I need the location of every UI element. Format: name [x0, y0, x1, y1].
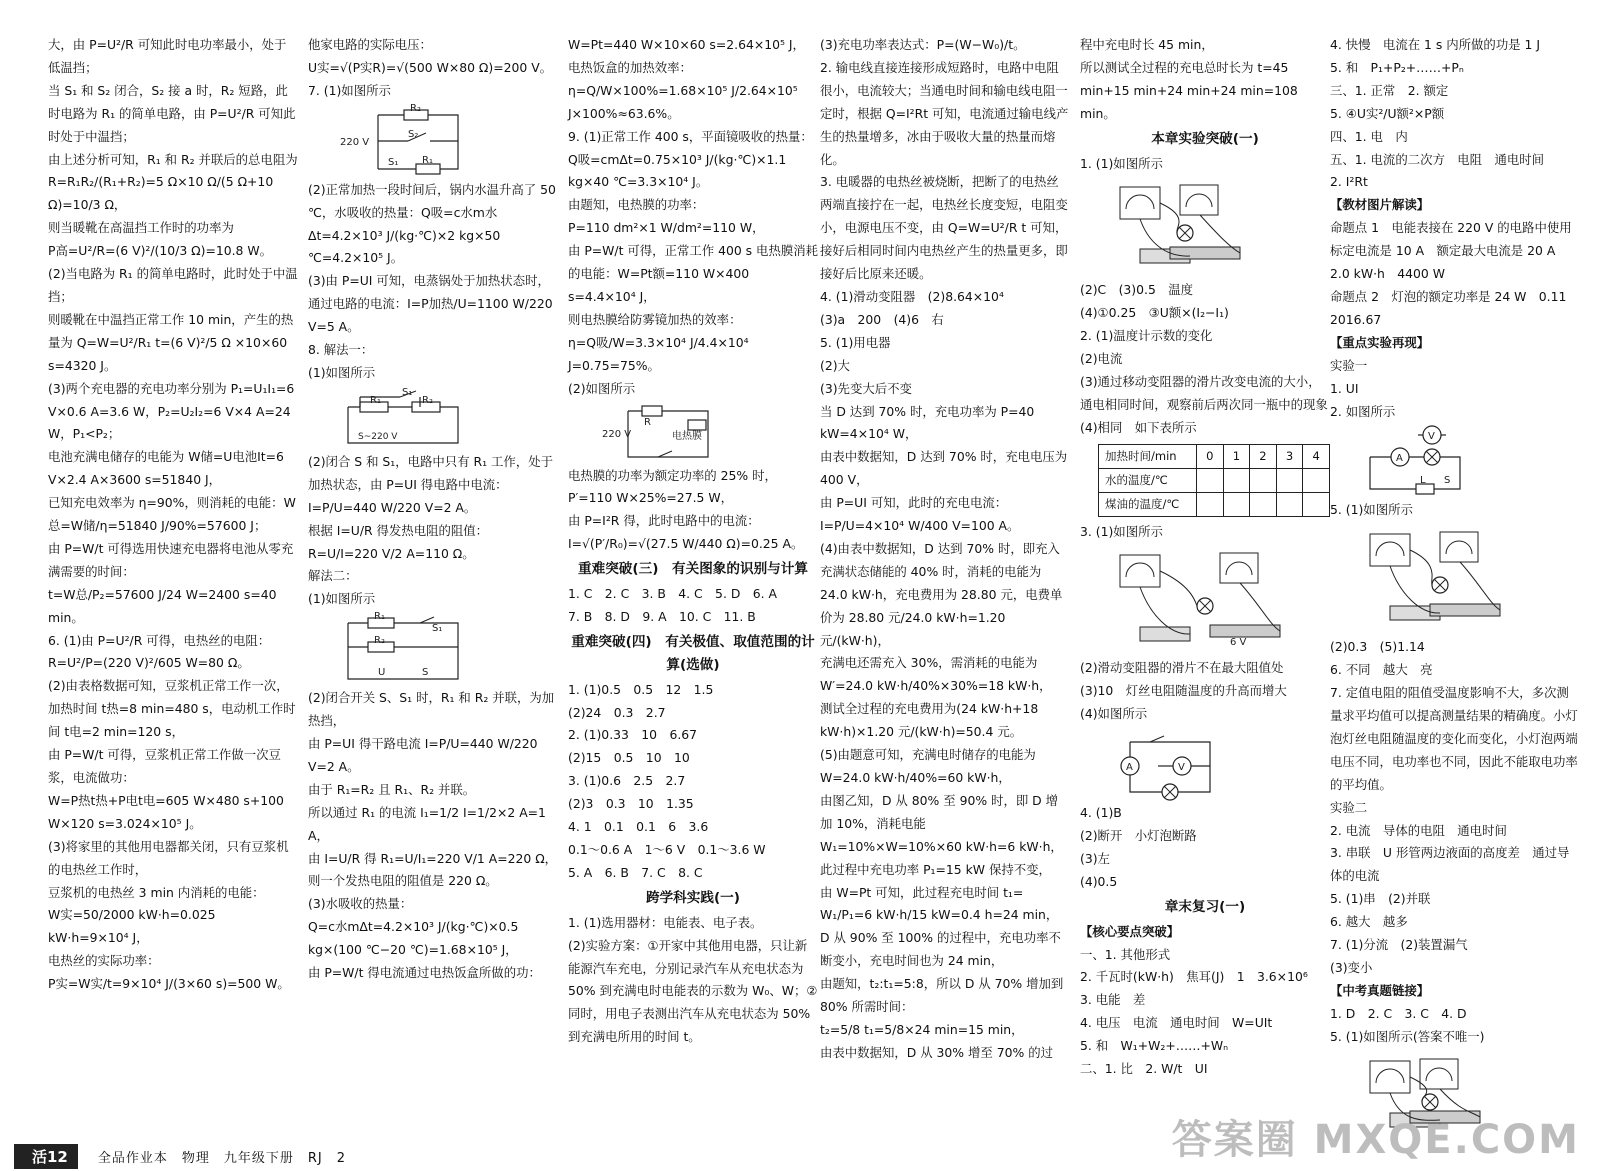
answer-line: W₁/P₁=6 kW·h/15 kW=0.4 h=24 min，	[820, 907, 1059, 923]
answer-line: P′=110 W×25%=27.5 W，	[568, 490, 733, 506]
answer-line: (3)将家里的其他用电器都关闭，只有豆浆机的电热丝工作时，	[48, 838, 289, 877]
svg-text:V: V	[1178, 762, 1185, 774]
answer-line: 则电热膜给防雾镜加热的效率：	[568, 311, 742, 327]
answer-line: 则当暖靴在高温挡工作时的功率为	[48, 220, 234, 236]
answer-line: 豆浆机的电热丝 3 min 内消耗的电能：	[48, 884, 265, 900]
answer-line: 则一个发热电阻的阻值是 220 Ω。	[308, 873, 498, 889]
section-heading: 重难突破(四) 有关极值、取值范围的计算(选做)	[571, 633, 815, 673]
answer-line: (2)当电路为 R₁ 的简单电路时，此时处于中温挡；	[48, 266, 298, 304]
answer-line: 2. (1)0.33 10 6.67	[568, 727, 698, 743]
answer-line: 由题知，t₂:t₁=5:8，所以 D 从 70% 增加到 80% 所需时间：	[820, 976, 1068, 1015]
table-header-cell: 4	[1303, 444, 1330, 468]
answer-line: t=W总/P₂=57600 J/24 W=2400 s=40 min。	[48, 586, 281, 625]
answer-line: 5. 和 P₁+P₂+……+Pₙ	[1330, 59, 1464, 75]
answer-line: 实验二	[1330, 799, 1368, 815]
answer-line: 由 P=UI 得干路电流 I=P/U=440 W/220 V=2 A。	[308, 736, 542, 774]
book-title: 全品作业本 物理 九年级下册 RJ 2	[97, 1150, 347, 1166]
svg-text:R₂: R₂	[374, 635, 385, 647]
answer-line: 3. 电能 差	[1080, 992, 1146, 1008]
answer-line: (2)由表格数据可知，豆浆机正常工作一次，加热时间 t热=8 min=480 s，电动机工作时间 t电=2 min=120 s，	[48, 678, 296, 740]
svg-text:R₁: R₁	[374, 611, 385, 623]
answer-line: 大，由 P=U²/R 可知此时电功率最小，处于低温挡；	[48, 37, 287, 75]
answer-line: (2)如图所示	[568, 380, 636, 396]
answer-line: 2. 如图所示	[1330, 403, 1396, 419]
answer-line: (2)实验方案：①开家中其他用电器，只让新能源汽车充电，分别记录汽车从充电状态为 50% 到充满电时电能表的示数为 W₀、W；②同时，用电子表测出汽车从充电状态为 50% 到充满电所用的时间 t。	[568, 937, 818, 1045]
answer-line: 由 W=Pt 可知，此过程充电时间 t₁=	[820, 884, 1024, 900]
section-heading: 本章实验突破(一)	[1151, 130, 1259, 147]
circuit-diagram-series	[338, 387, 468, 449]
answer-line: (2)闭合 S 和 S₁，电路中只有 R₁ 工作，处于加热状态，由 P=UI 得电路中电流：I=P/U=440 W/220 V=2 A。	[308, 453, 553, 515]
table-cell	[1196, 468, 1223, 492]
table-header-cell: 3	[1276, 444, 1303, 468]
svg-text:S: S	[1444, 475, 1451, 487]
answer-line: (2)15 0.5 10 10	[568, 750, 690, 766]
answer-line: 2. 输电线直接连接形成短路时，电路中电阻很小，电流较大；当通电时间和输电线电阻一定时，根据 Q=I²Rt 可知，电流通过输电线产生的热量增多，冰由于吸收大量的热量而熔化。	[820, 59, 1069, 167]
answer-line: 7. B 8. D 9. A 10. C 11. B	[568, 608, 756, 624]
answer-line: 电热膜的功率为额定功率的 25% 时，	[568, 467, 777, 483]
answer-line: 三、1. 正常 2. 额定	[1330, 82, 1449, 98]
answer-line: 1. (1)0.5 0.5 12 1.5	[568, 681, 714, 697]
answer-line: 5. (1)如图所示	[1330, 502, 1413, 518]
answer-line: 5. ④U实²/U额²×P额	[1330, 105, 1445, 121]
answer-line: η=Q/W×100%=1.68×10⁵ J/2.64×10⁵ J×100%≈63.6%。	[568, 82, 802, 121]
answer-line: 电热饭盒的加热效率：	[568, 59, 692, 75]
answer-line: 7. (1)分流 (2)装置漏气	[1330, 937, 1468, 953]
answer-line: 0.1～0.6 A 1～6 V 0.1～3.6 W	[568, 842, 766, 857]
table-cell	[1276, 468, 1303, 492]
answer-line: 4. (1)B	[1080, 805, 1122, 821]
table-cell	[1223, 492, 1250, 516]
answer-line: 1. (1)选用器材：电能表、电子表。	[568, 914, 763, 930]
answer-line: 二、1. 比 2. W/t UI	[1080, 1061, 1208, 1077]
answer-line: 3. 串联 U 形管两边液面的高度差 通过导体的电流	[1330, 845, 1570, 884]
answer-line: 由图乙知，D 从 80% 至 90% 时，即 D 增加 10%，消耗电能 W₁=10%×W=10%×60 kW·h=6 kW·h，此过程中充电功率 P₁=15 kW 保持不变，	[820, 792, 1063, 877]
answer-line: 测试全过程的充电费用为(24 kW·h+18 kW·h)×1.20 元/(kW·h)=50.4 元。	[820, 701, 1043, 740]
answer-line: 2. 电流 导体的电阻 通电时间	[1330, 822, 1507, 838]
answer-line: 由上述分析可知，R₁ 和 R₂ 并联后的总电阻为 R=R₁R₂/(R₁+R₂)=5 Ω×10 Ω/(5 Ω+10 Ω)=10/3 Ω，	[48, 151, 302, 213]
answer-line: 电热丝的实际功率：	[48, 953, 160, 969]
answer-line: 8. 解法一：	[308, 342, 374, 358]
answer-line: 7. 定值电阻的阻值受温度影响不大，多次测量求平均值可以提高测量结果的精确度。小灯泡灯丝电阻随温度的变化而变化，小灯泡两端电压不同，电功率也不同，因此不能取电功率的平均值。	[1330, 685, 1578, 792]
answer-line: P高=U²/R=(6 V)²/(10/3 Ω)=10.8 W。	[48, 243, 273, 259]
answer-line: 解法二：	[308, 568, 358, 584]
column-5	[1080, 34, 1330, 1129]
answer-line: R=U/I=220 V/2 A=110 Ω。	[308, 545, 475, 561]
answer-line: (1)如图所示	[308, 364, 376, 380]
experiment-apparatus-diagram	[1110, 177, 1260, 277]
svg-text:电热膜: 电热膜	[672, 430, 702, 442]
answer-line: I=P/U=4×10⁴ W/400 V=100 A。	[820, 518, 1020, 534]
answer-line: W=24.0 kW·h/40%=60 kW·h，	[820, 770, 1011, 785]
answer-line: Q=c水mΔt=4.2×10³ J/(kg·℃)×0.5 kg×(100 ℃−20 ℃)=1.68×10⁵ J，	[308, 919, 523, 958]
answer-line: 一、1. 其他形式	[1080, 946, 1171, 962]
answer-line: U实=√(P实R)=√(500 W×80 Ω)=200 V。	[308, 59, 553, 75]
svg-text:A: A	[1126, 762, 1133, 774]
answer-line: (4)①0.25 ③U额×(I₂−I₁)	[1080, 305, 1229, 321]
answer-line: 5. 和 W₁+W₂+……+Wₙ	[1080, 1038, 1229, 1054]
answer-line: 9. (1)正常工作 400 s，平面镜吸收的热量：	[568, 128, 813, 144]
answer-line: t₂=5/8 t₁=5/8×24 min=15 min，	[820, 1021, 1024, 1037]
answer-line: (2)电流	[1080, 351, 1123, 367]
answer-line: Q吸=cmΔt=0.75×10³ J/(kg·℃)×1.1 kg×40 ℃=3.3×10⁴ J。	[568, 151, 791, 190]
answer-line: W=P热t热+P电t电=605 W×480 s+100 W×120 s=3.024×10⁵ J。	[48, 792, 288, 831]
svg-text:S₁: S₁	[402, 386, 413, 398]
answer-line: 则暖靴在中温挡正常工作 10 min，产生的热量为 Q=W=U²/R₁ t=(6 V)²/5 Ω ×10×60 s=4320 J。	[48, 311, 294, 373]
answer-line: D 从 90% 至 100% 的过程中，充电功率不断变小，充电时间也为 24 min，	[820, 930, 1061, 969]
answer-line: (2)断开 小灯泡断路	[1080, 828, 1197, 844]
answer-line: (3)10 灯丝电阻随温度的升高而增大	[1080, 683, 1287, 699]
answer-line: (3)通过移动变阻器的滑片改变电流的大小，通电相同时间，观察前后两次同一瓶中的现象	[1080, 374, 1328, 412]
answer-line: 他家电路的实际电压：	[308, 37, 432, 52]
answer-line: 充满电还需充入 30%，需消耗的电能为	[820, 655, 1038, 671]
answer-line: 5. (1)用电器	[820, 334, 891, 350]
answer-line: P实=W实/t=9×10⁴ J/(3×60 s)=500 W。	[48, 976, 290, 992]
answer-line: W=Pt=440 W×10×60 s=2.64×10⁵ J，	[568, 37, 805, 52]
answer-line: 1. UI	[1330, 380, 1359, 396]
answer-line: (4)由表中数据知，D 达到 70% 时，即充入充满状态储能的 40% 时，消耗的电能为 24.0 kW·h，充电费用为 28.80 元，电费单价为 28.80 元/24.0 kW·h=1.20 元/(kW·h)，	[820, 540, 1063, 648]
answer-line: W′=24.0 kW·h/40%×30%=18 kW·h，	[820, 678, 1052, 694]
table-header-cell: 1	[1223, 444, 1250, 468]
answer-line: (4)如图所示	[1080, 706, 1148, 722]
answer-line: 1. D 2. C 3. C 4. D	[1330, 1005, 1467, 1021]
answer-line: 实验一	[1330, 357, 1368, 373]
answer-line: 3. (1)如图所示	[1080, 523, 1163, 539]
answer-line: (3)变小	[1330, 960, 1373, 975]
answer-line: 2. (1)温度计示数的变化	[1080, 328, 1213, 344]
subsection-heading: 【教材图片解读】	[1330, 197, 1430, 213]
answer-line: 1. (1)如图所示	[1080, 155, 1163, 171]
table-header-cell: 2	[1250, 444, 1277, 468]
table-cell	[1276, 492, 1303, 516]
column-6	[1330, 34, 1585, 1129]
answer-line: 4. 快慢 电流在 1 s 内所做的功是 1 J	[1330, 37, 1541, 52]
circuit-diagram-220v	[338, 102, 468, 177]
table-header-row	[1099, 444, 1330, 468]
table-cell	[1223, 468, 1250, 492]
answer-line: 3. (1)0.6 2.5 2.7	[568, 773, 686, 789]
answer-line: 5. (1)串 (2)并联	[1330, 891, 1431, 907]
answer-line: (2)正常加热一段时间后，锅内水温升高了 50 ℃，水吸收的热量：Q吸=c水m水Δt=4.2×10³ J/(kg·℃)×2 kg×50 ℃=4.2×10⁵ J。	[308, 181, 560, 266]
svg-text:R₂: R₂	[422, 394, 433, 406]
table-header-cell: 加热时间/min	[1099, 444, 1197, 468]
answer-line: (3)由 P=UI 可知，电蒸锅处于加热状态时，通过电路的电流：I=P加热/U=1100 W/220 V=5 A。	[308, 273, 557, 335]
table-cell	[1250, 492, 1277, 516]
svg-text:S: S	[422, 667, 429, 679]
svg-text:S~220 V: S~220 V	[358, 431, 398, 442]
answer-line: (2)闭合开关 S、S₁ 时，R₁ 和 R₂ 并联，为加热挡，	[308, 690, 555, 729]
column-4	[820, 34, 1070, 1129]
answer-line: I=√(P′/R₀)=√(27.5 W/440 Ω)=0.25 A。	[568, 536, 804, 552]
answer-line: 1. C 2. C 3. B 4. C 5. D 6. A	[568, 586, 777, 602]
table-cell	[1250, 468, 1277, 492]
answer-line: W实=50/2000 kW·h=0.025 kW·h=9×10⁴ J，	[48, 907, 220, 946]
column-3	[568, 34, 818, 1129]
svg-text:6 V: 6 V	[1230, 637, 1247, 649]
answer-line: 当 D 达到 70% 时，充电功率为 P=40 kW=4×10⁴ W，	[820, 403, 1039, 442]
answer-line: η=Q吸/W=3.3×10⁴ J/4.4×10⁴ J=0.75=75%。	[568, 334, 753, 373]
answer-line: 7. (1)如图所示	[308, 82, 391, 98]
svg-text:S₂: S₂	[408, 128, 419, 140]
answer-line: 当 S₁ 和 S₂ 闭合，S₂ 接 a 时，R₂ 短路，此时电路为 R₁ 的简单电路，由 P=U²/R 可知此时处于中温挡；	[48, 82, 296, 144]
answer-line: (3)a 200 (4)6 右	[820, 311, 944, 327]
answer-line: (2)滑动变阻器的滑片不在最大阻值处	[1080, 660, 1284, 676]
answer-line: 6. (1)由 P=U²/R 可得，电热丝的电阻：	[48, 632, 271, 648]
svg-text:L: L	[1420, 475, 1426, 487]
svg-text:220 V: 220 V	[602, 428, 632, 440]
circuit-diagram-parallel	[338, 613, 468, 685]
svg-text:220 V: 220 V	[340, 136, 370, 148]
answer-line: 5. A 6. B 7. C 8. C	[568, 864, 703, 880]
answer-line: 电池充满电储存的电能为 W储=U电池It=6 V×2.4 A×3600 s=51840 J，	[48, 449, 288, 488]
subsection-heading: 【核心要点突破】	[1080, 923, 1180, 939]
answer-line: 3. 电暖器的电热丝被烧断，把断了的电热丝两端直接拧在一起，电热丝长度变短，电阻变小，电源电压不变，由 Q=W=U²/R t 可知，接好后相同时间内电热丝产生的热量更多，即接好后比原来还暖。	[820, 174, 1068, 282]
table-row-label: 煤油的温度/℃	[1099, 492, 1197, 516]
circuit-diagram-ammeter-voltmeter	[1110, 728, 1220, 800]
answer-line: 5. (1)如图所示(答案不唯一)	[1330, 1028, 1485, 1044]
column-2	[308, 34, 558, 1129]
answer-line: 2. I²Rt	[1330, 174, 1368, 190]
answer-line: 由于 R₁=R₂ 且 R₁、R₂ 并联。	[308, 781, 476, 797]
answer-line: 由表中数据知，D 从 30% 增至 70% 的过	[820, 1044, 1054, 1060]
answer-line: 由 P=W/t 得电流通过电热饭盒所做的功：	[308, 965, 541, 981]
answer-line: (4)相同 如下表所示	[1080, 419, 1197, 435]
table-row	[1099, 492, 1330, 516]
section-heading: 章末复习(一)	[1164, 898, 1246, 915]
answer-line: (3)两个充电器的充电功率分别为 P₁=U₁I₁=6 V×0.6 A=3.6 W，P₂=U₂I₂=6 V×4 A=24 W，P₁<P₂；	[48, 380, 299, 442]
answer-line: 由表中数据知，D 达到 70% 时，充电电压为 400 V，	[820, 449, 1072, 488]
answer-line: 根据 I=U/R 得发热电阻的阻值：	[308, 522, 489, 538]
answer-line: (4)0.5	[1080, 873, 1118, 889]
circuit-diagram-ammeter-voltmeter	[1360, 425, 1470, 497]
answer-line: 4. 电压 电流 通电时间 W=UIt	[1080, 1015, 1273, 1031]
answer-line: 由 I=U/R 得 R₁=U/I₁=220 V/1 A=220 Ω，	[308, 850, 558, 866]
subsection-heading: 【中考真题链接】	[1330, 982, 1430, 998]
svg-text:S₁: S₁	[432, 623, 443, 635]
svg-text:R₂: R₂	[410, 102, 421, 114]
svg-text:R: R	[644, 416, 651, 428]
answer-line: 五、1. 电流的二次方 电阻 通电时间	[1330, 151, 1545, 167]
table-header-cell: 0	[1196, 444, 1223, 468]
table-cell	[1303, 468, 1330, 492]
answer-line: 由 P=W/t 可得，正常工作 400 s 电热膜消耗的电能：W=Pt额=110 W×400 s=4.4×10⁴ J，	[568, 243, 819, 304]
svg-text:R₁: R₁	[422, 154, 433, 166]
svg-text:V: V	[1428, 431, 1435, 443]
svg-text:S₁: S₁	[388, 156, 399, 168]
section-heading: 重难突破(三) 有关图象的识别与计算	[578, 561, 808, 578]
circuit-diagram-heater-film	[598, 403, 728, 463]
answer-line: 由题知，电热膜的功率：	[568, 197, 705, 213]
answer-line: 由 P=W/t 可得，豆浆机正常工作做一次豆浆，电流做功：	[48, 747, 281, 785]
answer-line: 四、1. 电 内	[1330, 128, 1408, 144]
answer-line: (2)C (3)0.5 温度	[1080, 282, 1194, 298]
answer-line: (5)由题意可知，充满电时储存的电能为	[820, 747, 1036, 763]
experiment-apparatus-diagram	[1360, 524, 1520, 634]
page-number: 活12	[14, 1144, 78, 1169]
answer-line: (1)如图所示	[308, 591, 376, 607]
answer-line: (2)大	[820, 357, 850, 373]
subsection-heading: 【重点实验再现】	[1330, 334, 1430, 350]
answer-line: 6. 越大 越多	[1330, 914, 1408, 930]
answer-line: (3)左	[1080, 850, 1110, 866]
answer-line: R=U²/P=(220 V)²/605 W=80 Ω。	[48, 655, 250, 671]
answer-line: 所以通过 R₁ 的电流 I₁=1/2 I=1/2×2 A=1 A，	[308, 804, 550, 843]
svg-text:U: U	[378, 667, 386, 679]
answer-line: (3)水吸收的热量：	[308, 896, 413, 912]
table-row	[1099, 468, 1330, 492]
answer-line: 命题点 2 灯泡的额定功率是 24 W 0.11 2016.67	[1330, 288, 1579, 327]
answer-line: P=110 dm²×1 W/dm²=110 W，	[568, 220, 765, 236]
answer-line: 由 P=W/t 可得选用快速充电器将电池从零充满需要的时间：	[48, 540, 294, 579]
answer-line: 2. 千瓦时(kW·h) 焦耳(J) 1 3.6×10⁶	[1080, 969, 1308, 985]
answer-line: 4. (1)滑动变阻器 (2)8.64×10⁴	[820, 288, 1004, 304]
table-cell	[1303, 492, 1330, 516]
answer-line: 由 P=UI 可知，此时的充电电流：	[820, 495, 1008, 511]
answer-line: 6. 不同 越大 亮	[1330, 662, 1433, 678]
answer-line: (2)0.3 (5)1.14	[1330, 639, 1425, 655]
data-table	[1098, 444, 1330, 517]
answer-line: 命题点 1 电能表接在 220 V 的电路中使用 标定电流是 10 A 额定最大电流是 20 A 2.0 kW·h 4400 W	[1330, 220, 1585, 282]
experiment-apparatus-diagram	[1110, 545, 1300, 655]
answer-line: 由 P=I²R 得，此时电路中的电流：	[568, 513, 760, 529]
answer-line: 已知充电效率为 η=90%，则消耗的电能：W总=W储/η=51840 J/90%=57600 J；	[48, 495, 296, 534]
svg-text:R₁: R₁	[370, 394, 381, 406]
table-row-label: 水的温度/℃	[1099, 468, 1197, 492]
svg-text:A: A	[1396, 453, 1403, 465]
column-1	[48, 34, 302, 1129]
watermark-logo: 答案圈 MXQE.COM	[1171, 1117, 1580, 1163]
answer-line: (2)3 0.3 10 1.35	[568, 796, 694, 812]
answer-line: 所以测试全过程的充电总时长为 t=45 min+15 min+24 min+24 min=108 min。	[1080, 59, 1302, 121]
answer-line: (2)24 0.3 2.7	[568, 704, 666, 720]
answer-line: 4. 1 0.1 0.1 6 3.6	[568, 819, 709, 835]
table-cell	[1196, 492, 1223, 516]
answer-line: (3)先变大后不变	[820, 380, 912, 396]
section-heading: 跨学科实践(一)	[646, 889, 740, 906]
answer-line: (3)充电功率表达式：P=(W−W₀)/t。	[820, 37, 1026, 52]
answer-line: 程中充电时长 45 min，	[1080, 37, 1214, 52]
